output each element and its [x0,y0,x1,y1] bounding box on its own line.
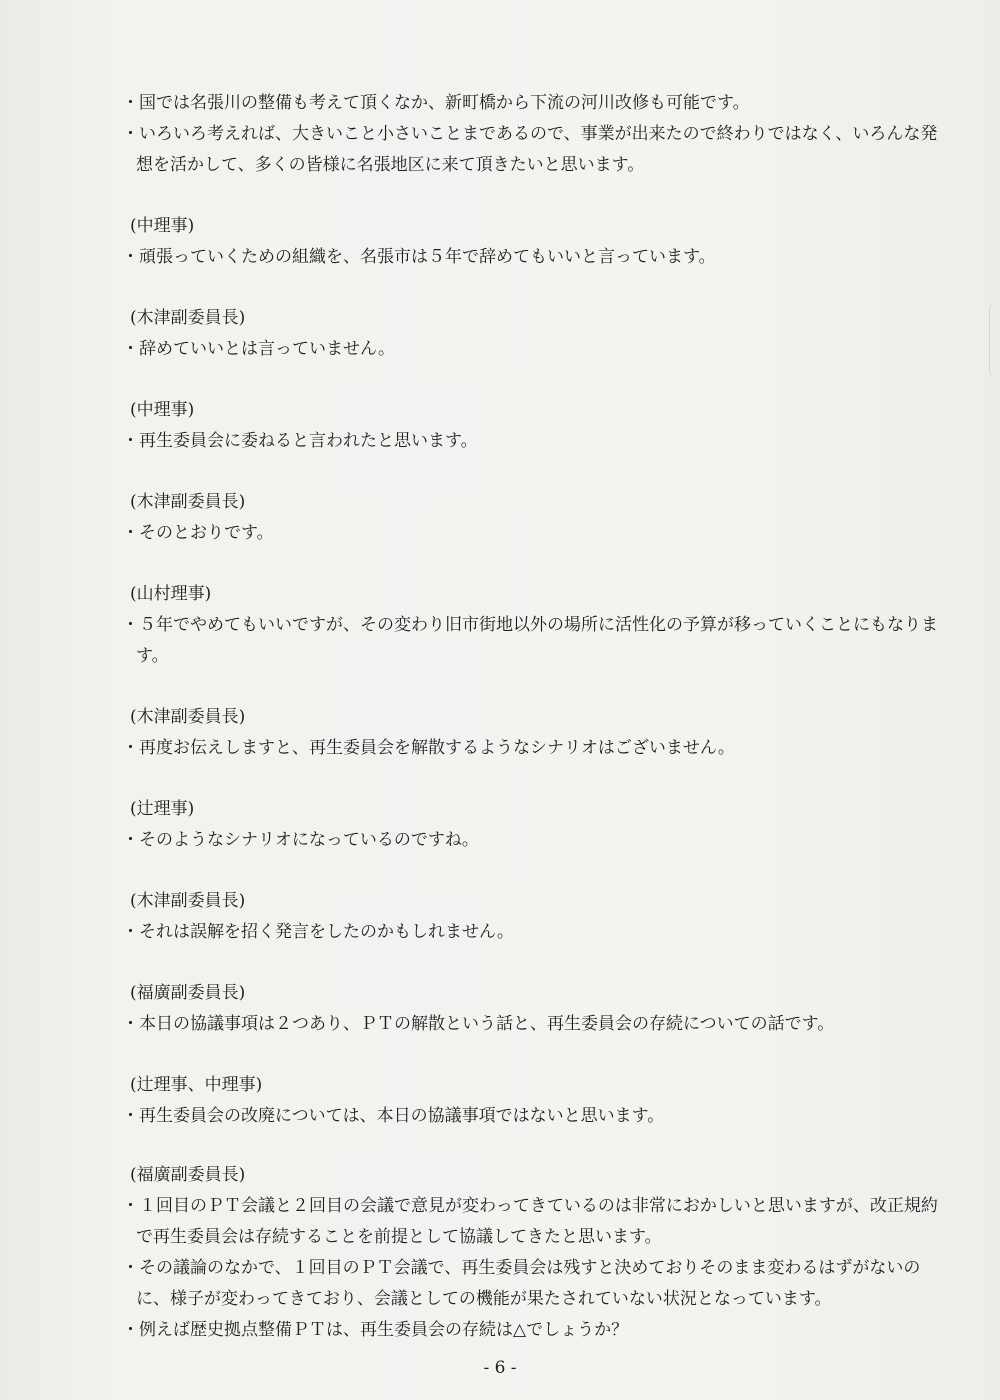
speaker-label: (木津副委員長) [130,308,246,328]
speaker-label: (辻理事、中理事) [130,1075,263,1095]
speaker-label: (山村理事) [130,584,212,604]
bullet-line: ・国では名張川の整備も考えて頂くなか、新町橋から下流の河川改修も可能です。 [122,93,750,113]
speaker-label: (木津副委員長) [130,707,246,727]
bullet-line: ・再生委員会に委ねると言われたと思います。 [122,431,478,451]
bullet-line: ・１回目のＰＴ会議と２回目の会議で意見が変わってきているのは非常におかしいと思いますが、改正規約で再生委員会は存続することを前提として協議してきたと思います。 [122,1196,938,1247]
bullet-line: ・その議論のなかで、１回目のＰＴ会議で、再生委員会は残すと決めておりそのまま変わるはずがないのに、様子が変わってきており、会議としての機能が果たされていない状況となっています。 [122,1258,921,1309]
speaker-label: (福廣副委員長) [130,983,246,1003]
page-edge-shadow [989,300,1000,380]
bullet-line: ・それは誤解を招く発言をしたのかもしれません。 [122,922,515,942]
document-body [108,88,948,1346]
page-number: - 6 - [483,1358,517,1378]
bullet-line: ・本日の協議事項は２つあり、ＰＴの解散という話と、再生委員会の存続についての話です。 [122,1014,835,1034]
speaker-label: (木津副委員長) [130,492,246,512]
speaker-label: (中理事) [130,216,195,236]
speaker-label: (辻理事) [130,799,195,819]
speaker-label: (木津副委員長) [130,891,246,911]
speaker-label: (中理事) [130,400,195,420]
bullet-line: ・再生委員会の改廃については、本日の協議事項ではないと思います。 [122,1106,665,1126]
bullet-line: ・再度お伝えしますと、再生委員会を解散するようなシナリオはございません。 [122,738,735,758]
bullet-line: ・頑張っていくための組織を、名張市は５年で辞めてもいいと言っています。 [122,247,716,267]
speaker-label: (福廣副委員長) [130,1165,246,1185]
bullet-line: ・いろいろ考えれば、大きいこと小さいことまであるので、事業が出来たので終わりではなく、いろんな発想を活かして、多くの皆様に名張地区に来て頂きたいと思います。 [122,124,938,175]
bullet-line: ・そのようなシナリオになっているのですね。 [122,830,479,850]
bullet-line: ・辞めていいとは言っていません。 [122,339,396,359]
bullet-line: ・５年でやめてもいいですが、その変わり旧市街地以外の場所に活性化の予算が移っていくことにもなります。 [122,615,938,666]
bullet-line: ・そのとおりです。 [122,523,274,543]
bullet-line: ・例えば歴史拠点整備ＰＴは、再生委員会の存続は△でしょうか？ [122,1320,629,1340]
